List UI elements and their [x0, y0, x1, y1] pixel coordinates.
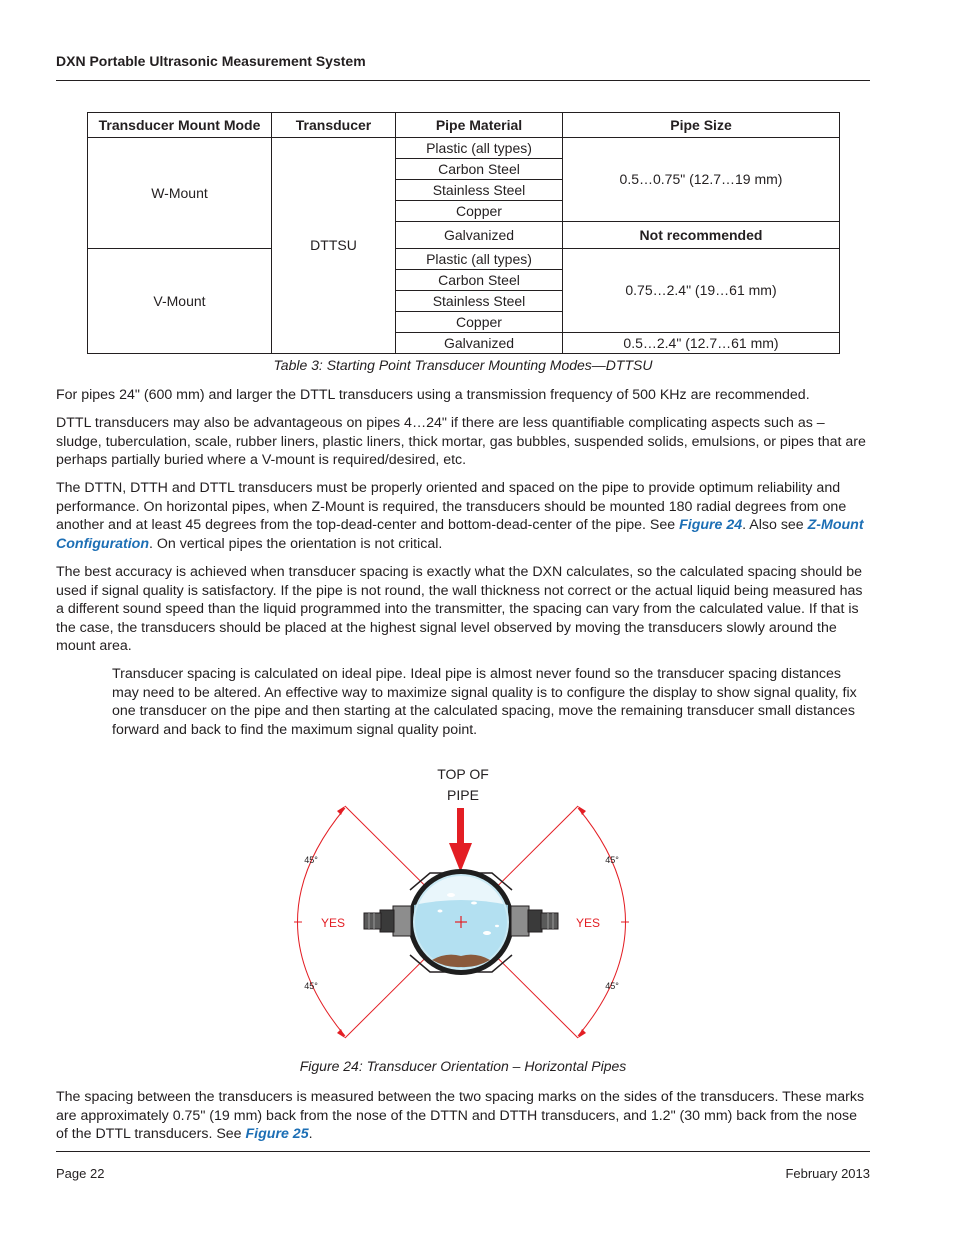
- table-row: [88, 138, 840, 159]
- top-arrow-shaft: [457, 808, 464, 846]
- table-caption: Table 3: Starting Point Transducer Mounting Modes—DTTSU: [273, 357, 653, 373]
- bubble: [495, 925, 499, 927]
- material-cell: Carbon Steel: [396, 270, 563, 291]
- mount-mode-cell-w: W-Mount: [88, 138, 272, 249]
- angle-label-top-right: 45°: [605, 855, 619, 865]
- top-of-pipe-label-line1: TOP OF: [437, 766, 489, 782]
- figure-caption: Figure 24: Transducer Orientation – Horizontal Pipes: [299, 1058, 627, 1074]
- material-cell: Galvanized: [396, 333, 563, 354]
- figure-24-link[interactable]: Figure 24: [679, 517, 743, 534]
- top-of-pipe-label-line2: PIPE: [447, 787, 479, 803]
- bubble: [471, 902, 477, 905]
- angle-label-top-left: 45°: [304, 855, 318, 865]
- left-transducer-body: [393, 906, 411, 936]
- publication-date: February 2013: [785, 1166, 870, 1181]
- mounting-modes-table: [87, 112, 840, 354]
- left-transducer-connector: [380, 910, 394, 932]
- material-cell: Stainless Steel: [396, 180, 563, 201]
- left-transducer-cable-end: [364, 913, 381, 929]
- material-cell: Copper: [396, 201, 563, 222]
- paragraph-dttl-advantages: DTTL transducers may also be advantageous on pipes 4…24" if there are less quantifiable complicating aspects such as – sludge, tuberculation, scale, rubber liners, plastic liners, thick mortar, gas bubbles, suspended solids, emulsions, or pipes that are perhaps partially buried where a V-mount is required/desired, etc.: [56, 415, 866, 469]
- pipe-size-cell: 0.75…2.4" (19…61 mm): [563, 249, 840, 333]
- bubble: [447, 893, 455, 897]
- yes-label-left: YES: [320, 916, 346, 930]
- table-header-cell: Transducer Mount Mode: [88, 113, 272, 138]
- table-row: [88, 249, 840, 270]
- paragraph-text: . Also see: [742, 517, 808, 534]
- arc-arrowhead-icon: [578, 806, 586, 815]
- paragraph-spacing-marks: [56, 1088, 870, 1144]
- pipe-size-cell: 0.5…0.75" (12.7…19 mm): [563, 138, 840, 222]
- paragraph-spacing-note: Transducer spacing is calculated on ideal pipe. Ideal pipe is almost never found so the transducer spacing distances may need to be altered. An effective way to maximize signal quality is to configure the display to show signal quality, fix one transducer on the pipe and then starting at the calculated spacing, move the remaining transducer small distances forward and back to find the maximum signal quality point.: [112, 666, 857, 738]
- mount-mode-cell-v: V-Mount: [88, 249, 272, 354]
- paragraph-text: .: [308, 1126, 313, 1143]
- pipe-size-cell: 0.5…2.4" (12.7…61 mm): [563, 333, 840, 354]
- document-header-title: DXN Portable Ultrasonic Measurement System: [56, 53, 366, 69]
- paragraph-accuracy: The best accuracy is achieved when transducer spacing is exactly what the DXN calculates, so the calculated spacing should be used if signal quality is satisfactory. If the pipe is not round, the wall thickness not correct or the actual liquid being measured has a different sound speed than the liquid programmed into the transmitter, the spacing can vary from the calculated value. If that is the case, the transducers should be placed at the highest signal level observed by moving the transducers slowly around the mount area.: [56, 564, 863, 655]
- table-header-cell: Pipe Size: [563, 113, 840, 138]
- paragraph-orientation: [56, 479, 870, 553]
- paragraph-text: . On vertical pipes the orientation is not critical.: [149, 535, 443, 552]
- figure-25-link[interactable]: Figure 25: [245, 1126, 309, 1143]
- paragraph-text: The DTTN, DTTH and DTTL transducers must be properly oriented and spaced on the pipe to provide optimum reliability and performance. On horizontal pipes, when Z-Mount is required, the transducers should be mounted 180 radial degrees from one another and at least 45 degrees from the top-dead-center and bottom-dead-center of the pipe. See: [56, 480, 847, 534]
- table-header-row: [88, 113, 840, 138]
- material-cell: Copper: [396, 312, 563, 333]
- material-cell: Stainless Steel: [396, 291, 563, 312]
- paragraph-text: The spacing between the transducers is measured between the two spacing marks on the sides of the transducers. These marks are approximately 0.75" (19 mm) back from the nose of the DTTN and DTTH transducers, and 1.2" (30 mm) back from the nose of the DTTL transducers. See: [56, 1089, 865, 1143]
- arc-arrowhead-icon: [337, 806, 345, 815]
- transducer-orientation-figure: [290, 760, 630, 1050]
- top-arrow-head-icon: [449, 843, 472, 872]
- page-number: Page 22: [56, 1166, 105, 1181]
- table-header-cell: Transducer: [272, 113, 396, 138]
- arc-arrowhead-icon: [578, 1029, 586, 1038]
- right-transducer-body: [511, 906, 529, 936]
- transducer-cell: DTTSU: [272, 138, 396, 354]
- table-header-cell: Pipe Material: [396, 113, 563, 138]
- bubble: [483, 931, 491, 935]
- paragraph-large-pipes: For pipes 24" (600 mm) and larger the DTTL transducers using a transmission frequency of 500 KHz are recommended.: [56, 387, 810, 403]
- angle-label-bottom-left: 45°: [304, 981, 318, 991]
- z-mount-configuration-link[interactable]: Z-Mount Configuration: [56, 517, 864, 552]
- footer-divider: [56, 1151, 870, 1152]
- material-cell: Plastic (all types): [396, 249, 563, 270]
- pipe-size-cell-not-recommended: Not recommended: [563, 222, 840, 249]
- header-divider: [56, 80, 870, 81]
- angle-label-bottom-right: 45°: [605, 981, 619, 991]
- arc-arrowhead-icon: [337, 1029, 345, 1038]
- material-cell: Galvanized: [396, 222, 563, 249]
- right-transducer-cable-end: [541, 913, 558, 929]
- yes-label-right: YES: [575, 916, 601, 930]
- right-transducer-connector: [528, 910, 542, 932]
- material-cell: Carbon Steel: [396, 159, 563, 180]
- material-cell: Plastic (all types): [396, 138, 563, 159]
- bubble: [438, 910, 443, 913]
